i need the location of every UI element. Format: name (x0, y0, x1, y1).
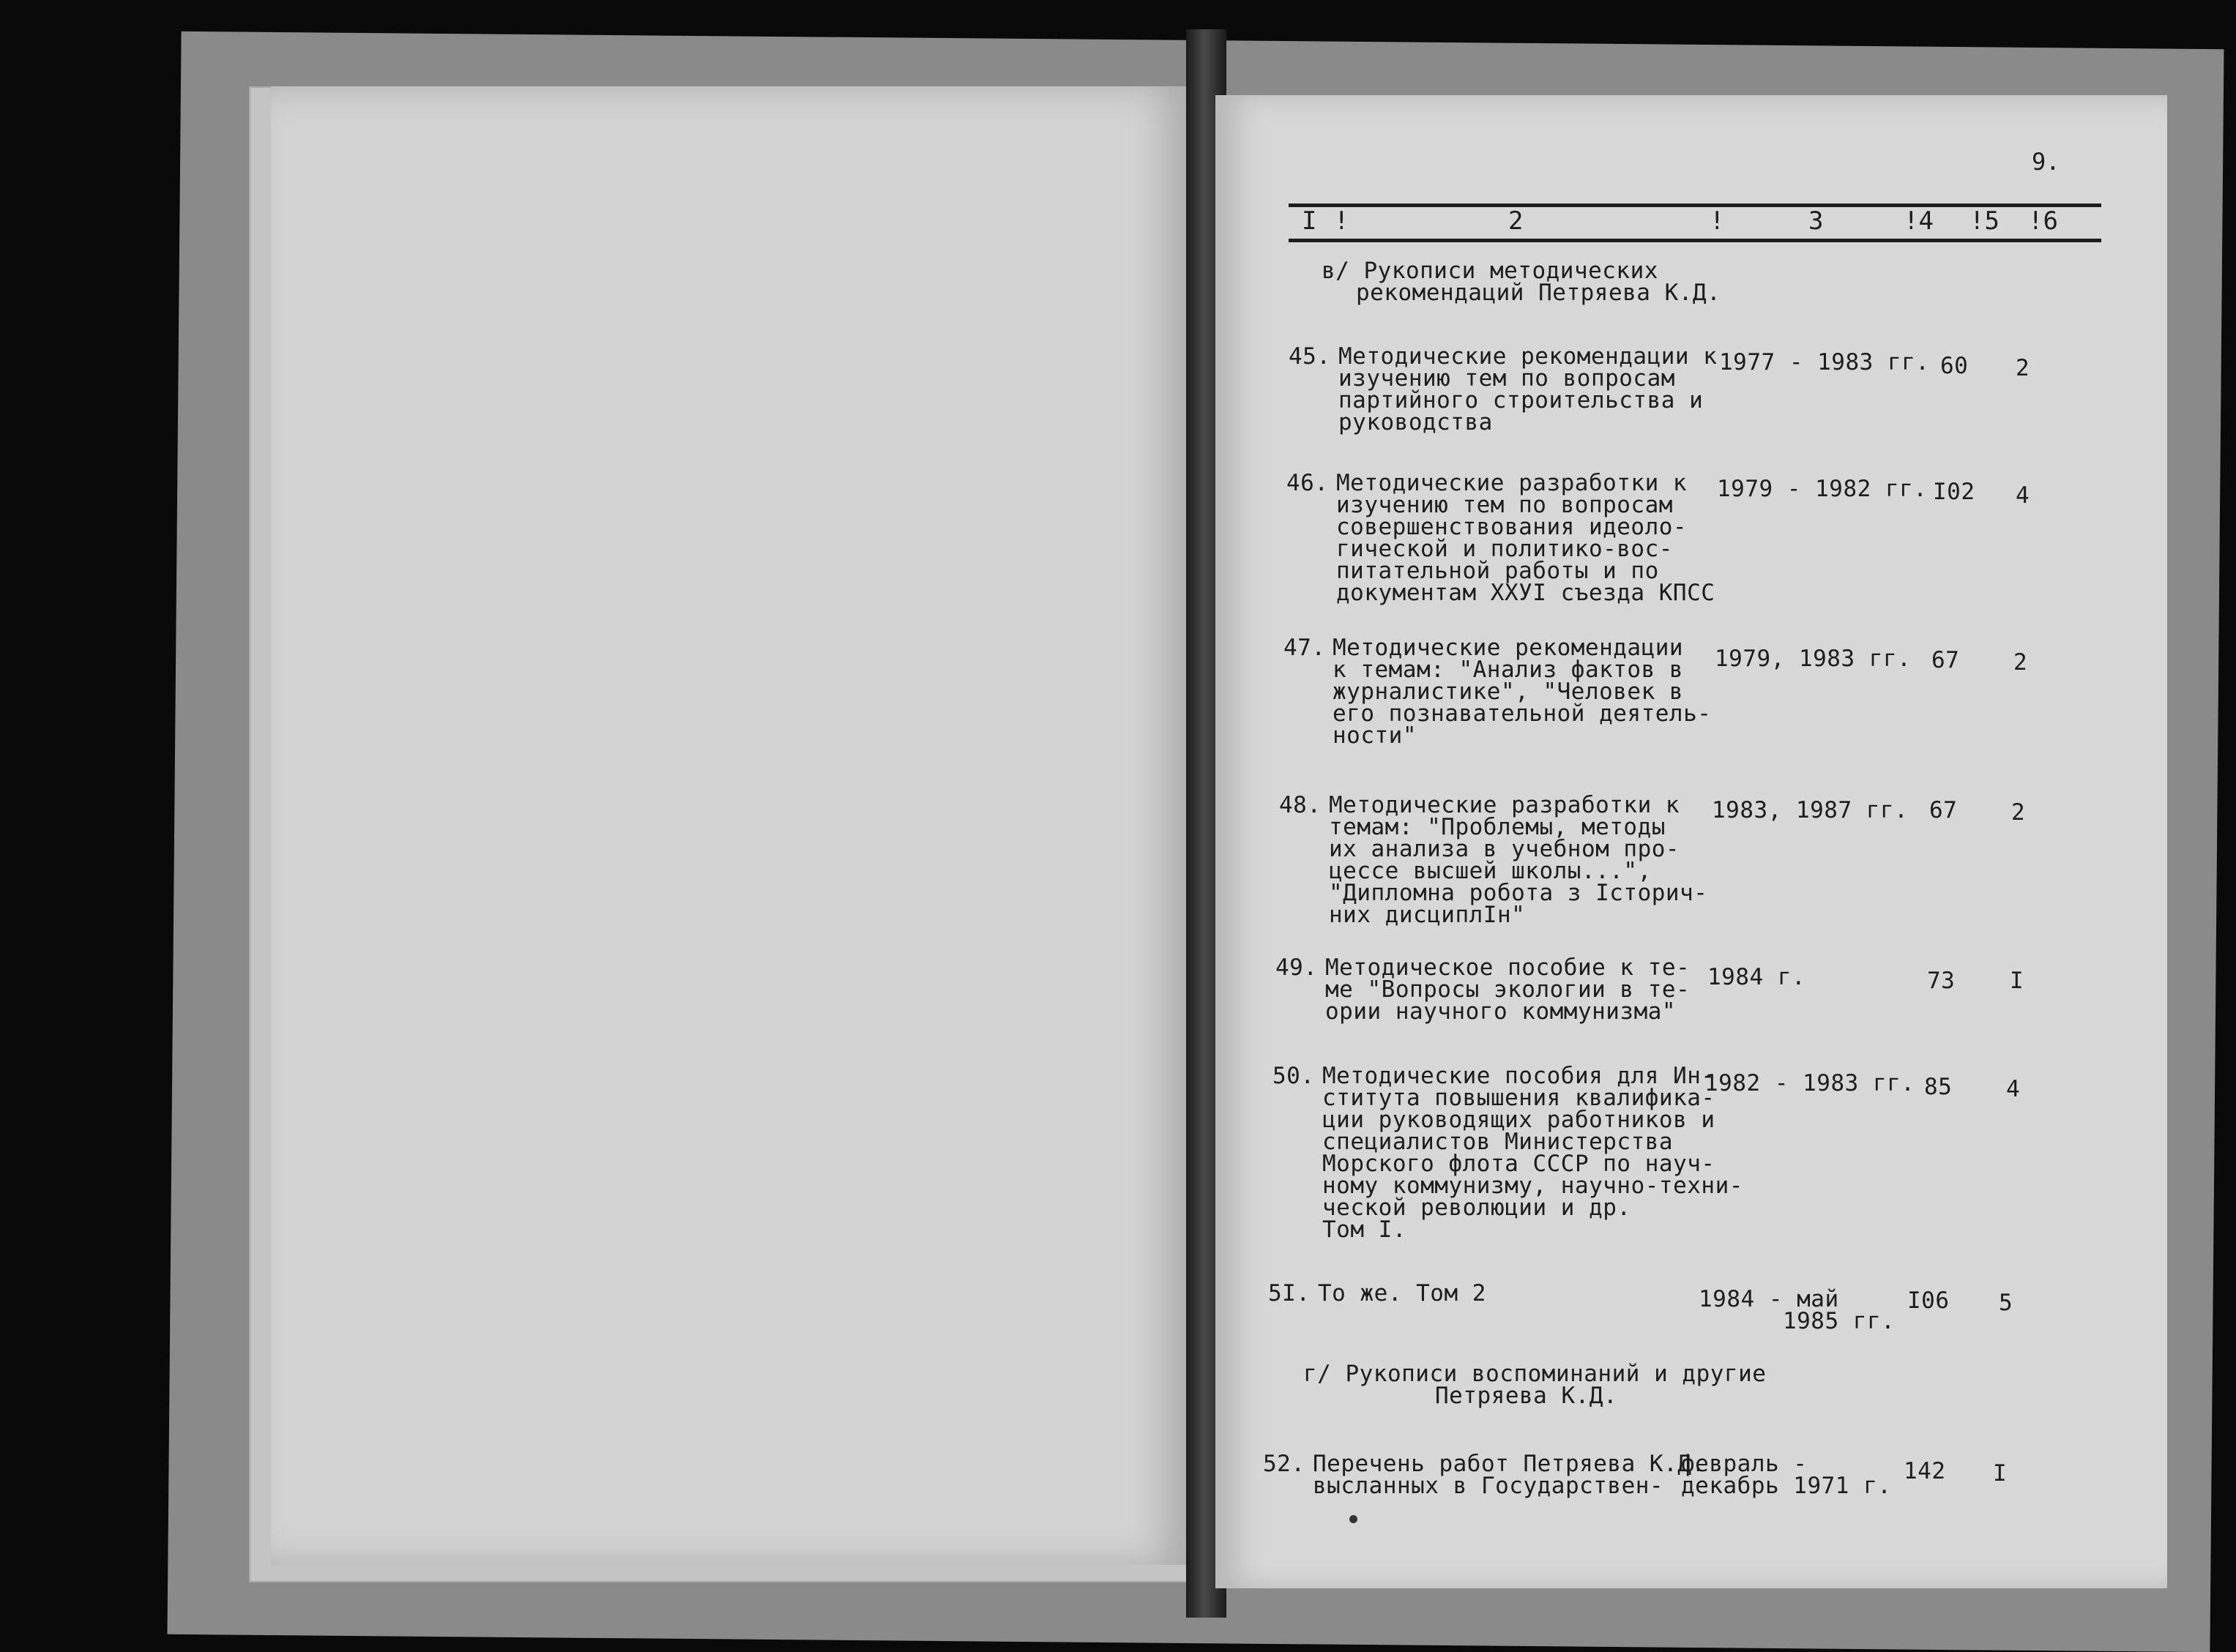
section-heading-line: г/ Рукописи воспоминаний и другие (1303, 1361, 1767, 1387)
col-header-3: 3 (1808, 206, 1824, 236)
row-number: 49. (1275, 954, 1318, 981)
row-copies: I (1993, 1460, 2008, 1487)
row-title-line: питательной работы и по (1336, 558, 1659, 584)
row-title-line: темам: "Проблемы, методы (1329, 814, 1666, 840)
col-header-5: !5 (1969, 206, 2000, 236)
row-sheets: 142 (1904, 1458, 1946, 1484)
row-title-line: них дисциплIн" (1329, 902, 1526, 928)
col-header-1: I (1302, 206, 1317, 236)
row-title-line: цессе высшей школы...", (1329, 858, 1652, 884)
row-title-line: его познавательной деятель- (1333, 700, 1712, 727)
row-copies: I (2010, 968, 2024, 994)
row-sheets: I06 (1907, 1287, 1950, 1314)
row-sheets: 67 (1931, 647, 1960, 673)
row-title-line: ции руководящих работников и (1322, 1107, 1715, 1133)
row-title-line: "Дипломна робота з Iсторич- (1329, 880, 1708, 906)
row-date: декабрь 1971 г. (1681, 1473, 1892, 1499)
row-title-line: ности" (1333, 722, 1417, 749)
row-title-line: документам XXУI съезда КПСС (1336, 580, 1715, 606)
col-separator: ! (1334, 206, 1349, 236)
row-number: 45. (1289, 343, 1331, 370)
row-title-line: Перечень работ Петряева К.Д. (1313, 1451, 1706, 1477)
row-sheets: 73 (1927, 968, 1956, 994)
row-title-line: ории научного коммунизма" (1325, 998, 1677, 1025)
row-title-line: Методические разработки к (1336, 470, 1688, 496)
row-number: 5I. (1268, 1280, 1311, 1307)
row-title-line: изучению тем по вопросам (1336, 492, 1673, 518)
row-copies: 4 (2006, 1076, 2021, 1102)
row-date: февраль - (1681, 1451, 1808, 1477)
row-title-line: Методические разработки к (1329, 792, 1680, 818)
row-title-line: совершенствования идеоло- (1336, 514, 1688, 540)
row-number: 47. (1283, 635, 1326, 661)
row-copies: 2 (2013, 649, 2028, 676)
row-title-line: Морского флота СССР по науч- (1322, 1151, 1715, 1177)
row-title-line: гической и политико-вос- (1336, 536, 1673, 562)
row-title-line: партийного строительства и (1338, 387, 1704, 414)
col-header-4: !4 (1904, 206, 1934, 236)
row-date: 1984 г. (1707, 964, 1806, 990)
col-header-2: 2 (1508, 206, 1524, 236)
table-header-rule (1289, 239, 2101, 242)
row-title-line: То же. Том 2 (1318, 1280, 1486, 1307)
row-date: 1983, 1987 гг. (1712, 797, 1909, 823)
row-number: 50. (1272, 1063, 1315, 1089)
col-separator: ! (1710, 206, 1725, 236)
row-copies: 5 (1999, 1290, 2013, 1316)
row-date: 1979, 1983 гг. (1715, 646, 1912, 672)
section-heading-line: Петряева К.Д. (1435, 1383, 1618, 1409)
row-number: 52. (1263, 1451, 1305, 1477)
row-title-line: к темам: "Анализ фактов в (1333, 657, 1684, 683)
row-title-line: их анализа в учебном про- (1329, 836, 1680, 862)
row-date: 1984 - май (1699, 1286, 1839, 1312)
row-sheets: 85 (1924, 1074, 1953, 1100)
row-date: 1985 гг. (1699, 1308, 1896, 1334)
row-title-line: ститута повышения квалифика- (1322, 1085, 1715, 1111)
row-copies: 2 (2011, 799, 2026, 826)
right-document-page (1215, 95, 2167, 1588)
row-copies: 4 (2016, 482, 2030, 509)
row-number: 46. (1286, 470, 1329, 496)
left-blank-page (271, 86, 1186, 1565)
row-copies: 2 (2016, 355, 2030, 381)
row-title-line: Методическое пособие к те- (1325, 954, 1691, 981)
row-title-line: ному коммунизму, научно-техни- (1322, 1173, 1743, 1199)
row-title-line: журналистике", "Человек в (1333, 679, 1684, 705)
row-date: 1982 - 1983 гг. (1704, 1070, 1915, 1096)
row-title-line: ческой революции и др. (1322, 1195, 1631, 1221)
row-sheets: I02 (1933, 479, 1975, 505)
row-date: 1977 - 1983 гг. (1719, 349, 1930, 375)
punch-mark (1349, 1515, 1357, 1523)
row-sheets: 67 (1929, 797, 1958, 823)
row-title-line: Методические пособия для Ин- (1322, 1063, 1715, 1089)
col-header-6: !6 (2028, 206, 2058, 236)
row-title-line: специалистов Министерства (1322, 1129, 1674, 1155)
page-number: 9. (2032, 148, 2060, 176)
row-number: 48. (1279, 792, 1322, 818)
row-title-line: руководства (1338, 409, 1493, 436)
row-sheets: 60 (1940, 353, 1969, 379)
section-heading-line: рекомендаций Петряева К.Д. (1356, 280, 1721, 306)
row-title-line: изучению тем по вопросам (1338, 365, 1675, 392)
row-title-line: Методические рекомендации (1333, 635, 1684, 661)
section-heading-line: в/ Рукописи методических (1322, 258, 1658, 284)
row-title-line: высланных в Государствен- (1313, 1473, 1664, 1499)
row-title-line: Методические рекомендации к (1338, 343, 1718, 370)
row-title-line: ме "Вопросы экологии в те- (1325, 976, 1691, 1003)
row-date: 1979 - 1982 гг. (1717, 476, 1928, 502)
row-title-line: Том I. (1322, 1216, 1406, 1243)
